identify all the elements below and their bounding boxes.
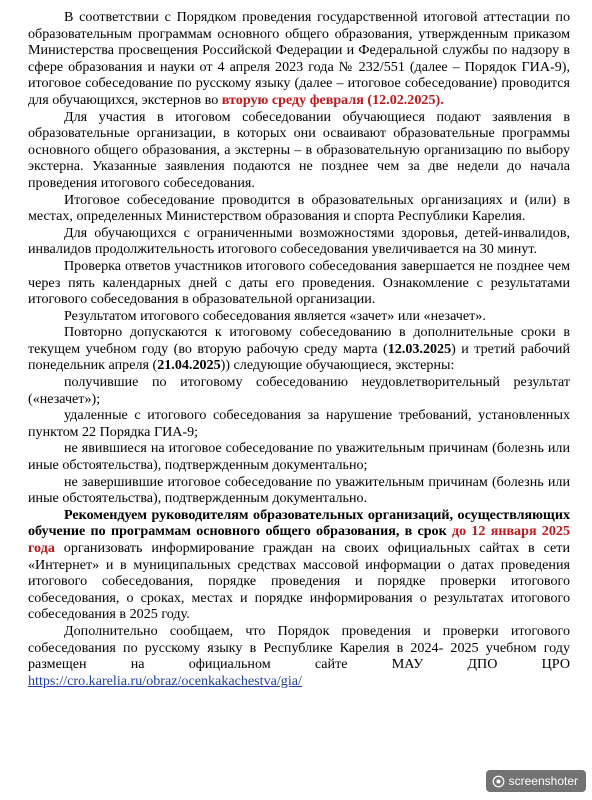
screenshoter-watermark bbox=[486, 770, 586, 792]
paragraph-applications: Для участия в итоговом собеседовании обучающиеся подают заявления в образовательные организации, в которых они осваивают образовательные программы основного общего образования, а экстерны – в образовательную организацию по выбору экстерна. Указанные заявления подаются не позднее чем за две недели до начала проведения итогового собеседования. bbox=[28, 108, 570, 191]
recommendation-bold: Рекомендуем руководителям образовательных организаций, осуществляющих обучение по программам основного общего образования, в срок bbox=[28, 506, 570, 540]
paragraph-disabilities: Для обучающихся с ограниченными возможностями здоровья, детей-инвалидов, инвалидов продолжительность итогового собеседования увеличивается на 30 минут. bbox=[28, 224, 570, 258]
list-item: не явившиеся на итоговое собеседование по уважительным причинам (болезнь или иные обстоятельства), подтвержденным документально; bbox=[28, 440, 570, 474]
paragraph-result: Результатом итогового собеседования является «зачет» или «незачет». bbox=[64, 307, 486, 324]
retake-date-1: 12.03.2025 bbox=[387, 340, 452, 357]
retake-text-1: Повторно допускаются к итоговому собеседованию в дополнительные сроки в текущем учебном году (во вторую рабочую среду марта ( bbox=[28, 324, 570, 357]
paragraph-exam-date bbox=[28, 9, 570, 109]
list-item: не завершившие итоговое собеседование по уважительным причинам (болезнь или иные обстоятельства), подтвержденным документально. bbox=[28, 473, 570, 507]
recommendation-text: организовать информирование граждан на своих официальных сайтах в сети «Интернет» и в муниципальных средствах массовой информации о датах проведения итогового собеседования, порядке проведения и порядке проверки итогового собеседования, о сроках, местах и порядке информирования о результатах итогового собеседования в 2025 году. bbox=[28, 540, 570, 623]
deadline-highlight: до 12 января 2025 года bbox=[28, 523, 570, 556]
retake-text-3: )) следующие обучающиеся, экстерны: bbox=[220, 357, 455, 374]
additional-text: Дополнительно сообщаем, что Порядок проведения и проверки итогового собеседования по русскому языку в Республике Карелия в 2024- 2025 учебном году размещен на официальном сайте МАУ ДПО ЦРО bbox=[28, 622, 570, 673]
paragraph-checking: Проверка ответов участников итогового собеседования завершается не позднее чем через пять календарных дней с даты его проведения. Ознакомление с результатами итогового собеседования в образовательной организации. bbox=[28, 257, 570, 308]
paragraph-text: В соответствии с Порядком проведения государственной итоговой аттестации по образовательным программам основного общего образования, утвержденным приказом Министерства просвещения Российской Федерации и Федеральной службы по надзору в сфере образования и науки от 4 апреля 2023 года № 232/551 (далее – Порядок ГИА-9), итоговое собеседование по русскому языку (далее – итоговое собеседование) проводится для обучающихся, экстернов во bbox=[28, 9, 570, 108]
exam-date-highlight: вторую среду февраля (12.02.2025). bbox=[221, 91, 444, 108]
watermark-label: screenshoter bbox=[508, 774, 578, 788]
camera-icon bbox=[492, 775, 505, 788]
retake-date-2: 21.04.2025 bbox=[157, 357, 221, 374]
paragraph-retake bbox=[28, 324, 570, 374]
list-item: удаленные с итогового собеседования за нарушение требований, установленных пунктом 22 Порядка ГИА-9; bbox=[28, 407, 570, 440]
paragraph-locations: Итоговое собеседование проводится в образовательных организациях и (или) в местах, определенных Министерством образования и спорта Республики Карелия. bbox=[28, 191, 570, 225]
cro-link[interactable]: https://cro.karelia.ru/obraz/ocenkakachestva/gia/ bbox=[28, 672, 302, 689]
document-body bbox=[28, 9, 570, 689]
paragraph-additional bbox=[28, 623, 570, 689]
paragraph-recommendation bbox=[28, 507, 570, 623]
retake-text-2: ) и третий рабочий понедельник апреля ( bbox=[28, 340, 570, 374]
list-item: получившие по итоговому собеседованию неудовлетворительный результат («незачет»); bbox=[28, 374, 570, 407]
